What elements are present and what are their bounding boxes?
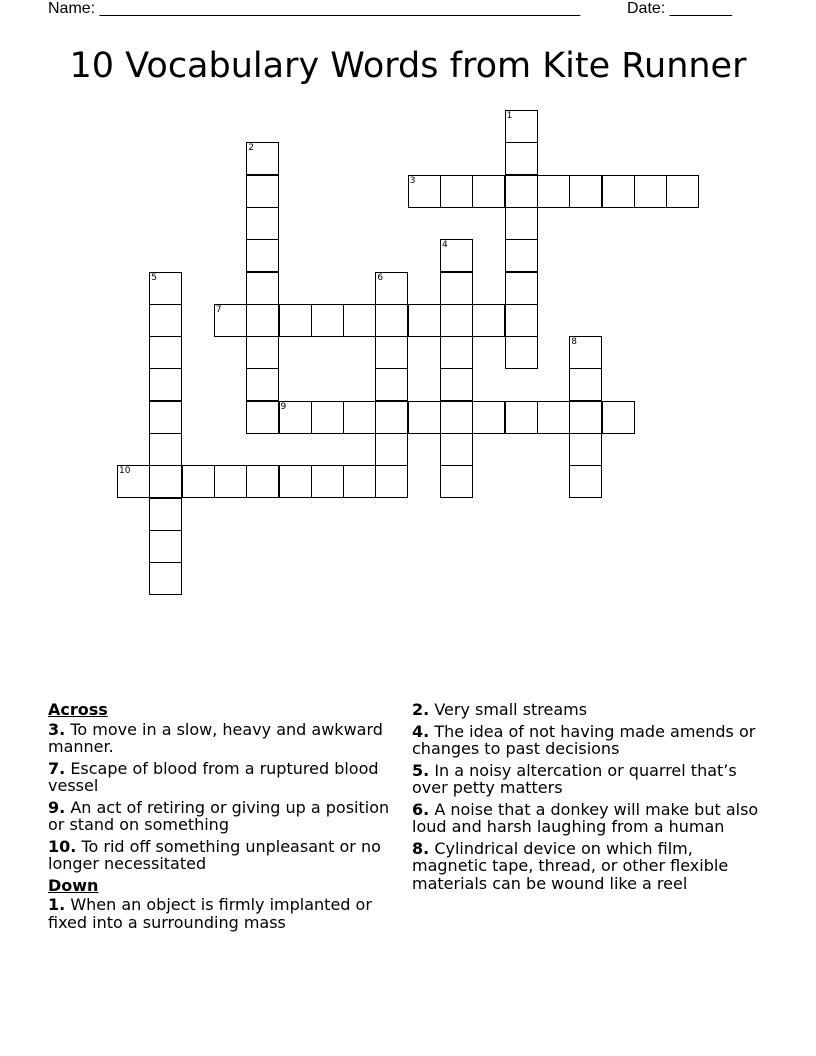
clue-text: When an object is firmly implanted or fixed into a surrounding mass [48,895,372,932]
clue-text: To rid off something unpleasant or no longer necessitated [48,836,381,873]
crossword-cell[interactable] [569,433,602,466]
date-field-label: Date: _______ [627,0,732,17]
cell-clue-number: 10 [119,466,131,477]
crossword-cell[interactable] [246,239,279,272]
crossword-cell[interactable] [182,465,215,498]
clue-number: 3. [48,719,66,739]
crossword-cell[interactable] [505,336,538,369]
crossword-cell[interactable] [375,336,408,369]
crossword-cell[interactable] [569,465,602,498]
crossword-cell[interactable] [440,239,473,272]
clue-text: A noise that a donkey will make but also loud and harsh laughing from a human [412,799,759,836]
crossword-cell[interactable] [602,175,635,208]
cell-clue-number: 5 [151,272,158,283]
crossword-cell[interactable] [537,401,570,434]
crossword-cell[interactable] [440,433,473,466]
crossword-cell[interactable] [149,530,182,563]
crossword-cell[interactable] [214,465,247,498]
crossword-cell[interactable] [505,401,538,434]
crossword-cell[interactable] [246,368,279,401]
clue-text: To move in a slow, heavy and awkward manner. [48,719,383,756]
clue-text: Escape of blood from a ruptured blood vessel [48,758,379,795]
crossword-cell[interactable] [440,272,473,305]
crossword-cell[interactable] [472,175,505,208]
crossword-cell[interactable] [569,368,602,401]
crossword-cell[interactable] [537,175,570,208]
across-clue [48,799,400,834]
crossword-cell[interactable] [569,336,602,369]
crossword-cell[interactable] [440,368,473,401]
crossword-cell[interactable] [505,110,538,143]
clue-number: 9. [48,797,66,817]
crossword-cell[interactable] [505,239,538,272]
crossword-cell[interactable] [569,401,602,434]
crossword-cell[interactable] [311,304,344,337]
across-heading: Across [48,700,108,719]
crossword-cell[interactable] [246,401,279,434]
crossword-cell[interactable] [440,465,473,498]
crossword-cell[interactable] [149,304,182,337]
crossword-cell[interactable] [279,401,312,434]
clue-number: 5. [412,760,430,780]
crossword-cell[interactable] [343,304,376,337]
crossword-cell[interactable] [505,175,538,208]
crossword-cell[interactable] [311,401,344,434]
crossword-cell[interactable] [375,401,408,434]
clue-number: 1. [48,895,66,914]
clue-number: 2. [412,700,430,719]
clue-number: 7. [48,758,66,778]
crossword-cell[interactable] [602,401,635,434]
across-clue [48,760,400,795]
name-field-label: Name: ______________________________________________________ [48,0,581,17]
crossword-cell[interactable] [149,465,182,498]
clue-text: An act of retiring or giving up a position or stand on something [48,797,390,834]
crossword-cell[interactable] [246,465,279,498]
clue-text: Cylindrical device on which film, magnetic tape, thread, or other flexible materials can be wound like a reel [412,838,729,893]
clue-text: In a noisy altercation or quarrel that’s over petty matters [412,760,737,797]
crossword-cell[interactable] [343,465,376,498]
cell-clue-number: 6 [377,272,384,283]
down-clue [412,701,772,719]
crossword-cell[interactable] [149,368,182,401]
crossword-cell[interactable] [343,401,376,434]
crossword-cell[interactable] [311,465,344,498]
cell-clue-number: 3 [409,175,416,186]
down-clue [412,801,772,836]
page-title: 10 Vocabulary Words from Kite Runner [69,46,747,86]
crossword-cell[interactable] [408,401,441,434]
crossword-cell[interactable] [472,401,505,434]
crossword-cell[interactable] [246,304,279,337]
clue-number: 4. [412,721,430,741]
cell-clue-number: 2 [248,143,254,154]
clues-right-column [412,701,772,896]
crossword-cell[interactable] [505,207,538,240]
crossword-cell[interactable] [117,465,150,498]
cell-clue-number: 7 [215,304,222,315]
crossword-cell[interactable] [440,175,473,208]
across-clue [48,838,400,873]
crossword-cell[interactable] [246,207,279,240]
down-clue [412,840,772,893]
crossword-cell[interactable] [375,368,408,401]
crossword-cell[interactable] [214,304,247,337]
crossword-cell[interactable] [246,175,279,208]
crossword-cell[interactable] [440,336,473,369]
clue-text: The idea of not having made amends or changes to past decisions [412,721,756,758]
crossword-cell[interactable] [634,175,667,208]
crossword-cell[interactable] [375,433,408,466]
crossword-cell[interactable] [666,175,699,208]
down-clue [412,762,772,797]
clue-number: 10. [48,836,77,856]
crossword-cell[interactable] [246,336,279,369]
cell-clue-number: 4 [442,240,448,251]
clues-left-column [48,701,400,935]
crossword-cell[interactable] [149,272,182,305]
down-heading: Down [48,875,99,895]
crossword-cell[interactable] [375,272,408,305]
crossword-cell[interactable] [149,401,182,434]
cell-clue-number: 9 [280,401,287,412]
clue-number: 6. [412,799,430,819]
crossword-cell[interactable] [472,304,505,337]
crossword-cell[interactable] [279,465,312,498]
down-clue [48,896,400,931]
cell-clue-number: 8 [571,337,577,348]
crossword-cell[interactable] [408,175,441,208]
cell-clue-number: 1 [506,111,513,121]
crossword-cell[interactable] [375,465,408,498]
crossword-cell[interactable] [246,272,279,305]
crossword-cell[interactable] [440,304,473,337]
crossword-cell[interactable] [408,304,441,337]
crossword-cell[interactable] [569,175,602,208]
crossword-cell[interactable] [149,498,182,531]
crossword-cell[interactable] [149,336,182,369]
crossword-cell[interactable] [505,304,538,337]
down-clue [412,723,772,758]
crossword-cell[interactable] [149,433,182,466]
crossword-cell[interactable] [149,562,182,595]
clue-text: Very small streams [434,700,588,719]
crossword-cell[interactable] [246,142,279,175]
crossword-cell[interactable] [375,304,408,337]
crossword-cell[interactable] [279,304,312,337]
clue-number: 8. [412,838,430,858]
crossword-cell[interactable] [505,142,538,175]
crossword-cell[interactable] [505,272,538,305]
crossword-cell[interactable] [440,401,473,434]
across-clue [48,721,400,756]
